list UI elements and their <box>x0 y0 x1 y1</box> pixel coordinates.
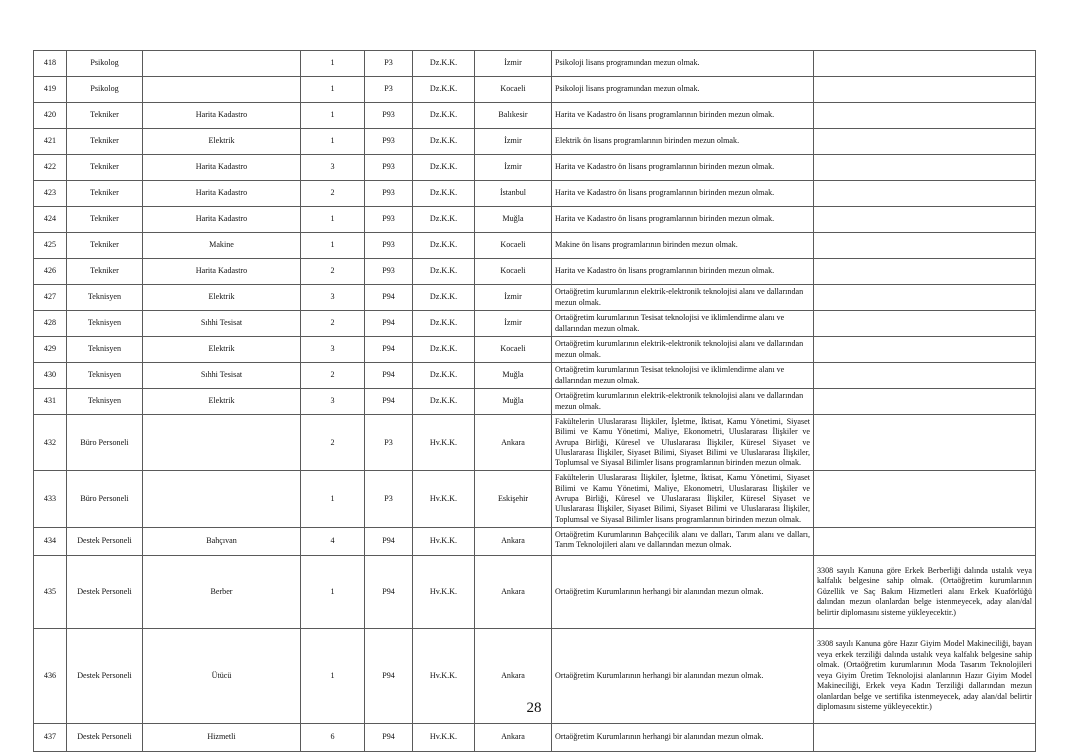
cell-aciklama: Ortaöğretim Kurumlarının Bahçecilik alanı ve dalları, Tarım alanı ve dalları, Tarım Teknolojileri alanı ve dallarından mezun olmak. <box>552 527 814 555</box>
cell-kpss: P93 <box>365 155 413 181</box>
cell-il: Kocaeli <box>475 259 552 285</box>
cell-aciklama: Ortaöğretim kurumlarının elektrik-elektronik teknolojisi alanı ve dallarından mezun olmak. <box>552 389 814 415</box>
table-row <box>34 77 1036 103</box>
cell-kpss: P94 <box>365 363 413 389</box>
cell-kuvvet: Dz.K.K. <box>413 207 475 233</box>
cell-ozel-sartlar <box>814 51 1036 77</box>
cell-kpss: P94 <box>365 389 413 415</box>
cell-sira-no: 430 <box>34 363 67 389</box>
cell-sira-no: 433 <box>34 471 67 527</box>
cell-adet: 1 <box>301 77 365 103</box>
table-row <box>34 389 1036 415</box>
cell-aciklama: Fakültelerin Uluslararası İlişkiler, İşletme, İktisat, Kamu Yönetimi, Siyaset Bilimi ve Kamu Yönetimi, Maliye, Ekonometri, Uluslararası İlişkiler ve Avrupa Birliği, Küresel ve Uluslararası İlişkiler, Küresel Siyaset ve Uluslararası İlişkiler, Siyaset Bilimi, Siyaset Bilimi ve Uluslararası İlişkiler, Toplumsal ve Siyasal Bilimler lisans programlarının birinden mezun olmak. <box>552 471 814 527</box>
cell-kpss: P93 <box>365 129 413 155</box>
cell-ozel-sartlar: 3308 sayılı Kanuna göre Hazır Giyim Model Makineciliği, bayan veya erkek terziliği dalında ustalık veya kalfalık belgesine sahip olmak. (Ortaöğretim kurumlarının Moda Tasarım Teknolojileri veya Giyim Üretim Teknolojisi alanlarının Hazır Giyim Model Makineciliği, Erkek veya Kadın Terziliği dallarından mezun olanlardan belge ve sertifika istenmeyecek, aday alan/dal belirtir diplomasını sisteme yükleyecektir.) <box>814 628 1036 723</box>
cell-il: Balıkesir <box>475 103 552 129</box>
cell-ozel-sartlar <box>814 233 1036 259</box>
cell-adet: 1 <box>301 471 365 527</box>
cell-adet: 3 <box>301 337 365 363</box>
cell-unvan: Tekniker <box>67 259 143 285</box>
cell-aciklama: Psikoloji lisans programından mezun olmak. <box>552 51 814 77</box>
cell-aciklama: Makine ön lisans programlarının birinden mezun olmak. <box>552 233 814 259</box>
cell-aciklama: Harita ve Kadastro ön lisans programlarının birinden mezun olmak. <box>552 155 814 181</box>
cell-kuvvet: Dz.K.K. <box>413 103 475 129</box>
cell-aciklama: Elektrik ön lisans programlarının birinden mezun olmak. <box>552 129 814 155</box>
cell-brans: Elektrik <box>143 337 301 363</box>
cell-sira-no: 436 <box>34 628 67 723</box>
cell-unvan: Büro Personeli <box>67 415 143 471</box>
cell-brans: Harita Kadastro <box>143 207 301 233</box>
cell-unvan: Tekniker <box>67 129 143 155</box>
personnel-listing-table <box>33 50 1036 752</box>
cell-ozel-sartlar <box>814 311 1036 337</box>
cell-kuvvet: Hv.K.K. <box>413 555 475 628</box>
cell-il: Kocaeli <box>475 233 552 259</box>
cell-kpss: P93 <box>365 181 413 207</box>
cell-kpss: P93 <box>365 233 413 259</box>
cell-unvan: Teknisyen <box>67 363 143 389</box>
cell-sira-no: 422 <box>34 155 67 181</box>
cell-ozel-sartlar <box>814 103 1036 129</box>
cell-kpss: P93 <box>365 259 413 285</box>
cell-il: İzmir <box>475 311 552 337</box>
cell-brans: Ütücü <box>143 628 301 723</box>
cell-kuvvet: Dz.K.K. <box>413 129 475 155</box>
cell-kuvvet: Dz.K.K. <box>413 389 475 415</box>
cell-adet: 6 <box>301 723 365 751</box>
cell-sira-no: 424 <box>34 207 67 233</box>
cell-kpss: P94 <box>365 337 413 363</box>
cell-ozel-sartlar <box>814 527 1036 555</box>
cell-ozel-sartlar <box>814 155 1036 181</box>
cell-brans: Elektrik <box>143 285 301 311</box>
cell-kuvvet: Hv.K.K. <box>413 628 475 723</box>
cell-sira-no: 419 <box>34 77 67 103</box>
table-row <box>34 311 1036 337</box>
cell-adet: 3 <box>301 285 365 311</box>
table-row <box>34 129 1036 155</box>
table-row <box>34 363 1036 389</box>
cell-unvan: Psikolog <box>67 77 143 103</box>
cell-ozel-sartlar <box>814 285 1036 311</box>
cell-kuvvet: Dz.K.K. <box>413 363 475 389</box>
cell-kuvvet: Hv.K.K. <box>413 471 475 527</box>
cell-kpss: P94 <box>365 527 413 555</box>
cell-adet: 2 <box>301 259 365 285</box>
table-row <box>34 51 1036 77</box>
cell-sira-no: 435 <box>34 555 67 628</box>
cell-adet: 3 <box>301 155 365 181</box>
cell-brans: Sıhhi Tesisat <box>143 363 301 389</box>
cell-il: Ankara <box>475 628 552 723</box>
cell-unvan: Teknisyen <box>67 337 143 363</box>
cell-ozel-sartlar <box>814 337 1036 363</box>
cell-il: İzmir <box>475 51 552 77</box>
cell-aciklama: Ortaöğretim kurumlarının Tesisat teknolojisi ve iklimlendirme alanı ve dallarından mezun olmak. <box>552 311 814 337</box>
cell-aciklama: Ortaöğretim Kurumlarının herhangi bir alanından mezun olmak. <box>552 628 814 723</box>
cell-adet: 4 <box>301 527 365 555</box>
cell-sira-no: 420 <box>34 103 67 129</box>
cell-adet: 1 <box>301 233 365 259</box>
cell-brans: Elektrik <box>143 129 301 155</box>
cell-sira-no: 431 <box>34 389 67 415</box>
cell-kpss: P3 <box>365 51 413 77</box>
cell-aciklama: Ortaöğretim kurumlarının elektrik-elektronik teknolojisi alanı ve dallarından mezun olmak. <box>552 337 814 363</box>
cell-sira-no: 425 <box>34 233 67 259</box>
cell-aciklama: Harita ve Kadastro ön lisans programlarının birinden mezun olmak. <box>552 259 814 285</box>
cell-kuvvet: Dz.K.K. <box>413 77 475 103</box>
cell-kpss: P93 <box>365 207 413 233</box>
cell-brans: Hizmetli <box>143 723 301 751</box>
cell-sira-no: 429 <box>34 337 67 363</box>
cell-brans: Harita Kadastro <box>143 155 301 181</box>
cell-kuvvet: Dz.K.K. <box>413 311 475 337</box>
cell-ozel-sartlar <box>814 77 1036 103</box>
cell-kpss: P3 <box>365 471 413 527</box>
cell-kpss: P93 <box>365 103 413 129</box>
cell-ozel-sartlar <box>814 471 1036 527</box>
cell-adet: 2 <box>301 311 365 337</box>
cell-sira-no: 418 <box>34 51 67 77</box>
cell-ozel-sartlar <box>814 723 1036 751</box>
cell-sira-no: 426 <box>34 259 67 285</box>
cell-il: Kocaeli <box>475 337 552 363</box>
cell-brans: Harita Kadastro <box>143 259 301 285</box>
cell-aciklama: Fakültelerin Uluslararası İlişkiler, İşletme, İktisat, Kamu Yönetimi, Siyaset Bilimi ve Kamu Yönetimi, Maliye, Ekonometri, Uluslararası İlişkiler ve Avrupa Birliği, Küresel ve Uluslararası İlişkiler, Küresel Siyaset ve Uluslararası İlişkiler, Siyaset Bilimi, Siyaset Bilimi ve Uluslararası İlişkiler, Toplumsal ve Siyasal Bilimler lisans programlarının birinden mezun olmak. <box>552 415 814 471</box>
cell-il: Muğla <box>475 207 552 233</box>
cell-il: İzmir <box>475 155 552 181</box>
cell-sira-no: 428 <box>34 311 67 337</box>
cell-unvan: Teknisyen <box>67 389 143 415</box>
cell-il: İstanbul <box>475 181 552 207</box>
cell-kuvvet: Hv.K.K. <box>413 527 475 555</box>
cell-aciklama: Ortaöğretim Kurumlarının herhangi bir alanından mezun olmak. <box>552 723 814 751</box>
cell-il: İzmir <box>475 129 552 155</box>
cell-kuvvet: Dz.K.K. <box>413 155 475 181</box>
cell-brans: Makine <box>143 233 301 259</box>
table-row <box>34 415 1036 471</box>
table-row <box>34 471 1036 527</box>
cell-unvan: Tekniker <box>67 207 143 233</box>
cell-unvan: Büro Personeli <box>67 471 143 527</box>
cell-ozel-sartlar <box>814 207 1036 233</box>
cell-adet: 2 <box>301 181 365 207</box>
cell-sira-no: 427 <box>34 285 67 311</box>
cell-il: Ankara <box>475 723 552 751</box>
cell-aciklama: Psikoloji lisans programından mezun olmak. <box>552 77 814 103</box>
cell-kuvvet: Hv.K.K. <box>413 415 475 471</box>
cell-brans: Sıhhi Tesisat <box>143 311 301 337</box>
cell-adet: 2 <box>301 363 365 389</box>
cell-kuvvet: Hv.K.K. <box>413 723 475 751</box>
table-row <box>34 555 1036 628</box>
cell-unvan: Destek Personeli <box>67 527 143 555</box>
table-row <box>34 723 1036 751</box>
cell-brans <box>143 51 301 77</box>
table-row <box>34 337 1036 363</box>
cell-ozel-sartlar <box>814 181 1036 207</box>
cell-sira-no: 432 <box>34 415 67 471</box>
cell-adet: 1 <box>301 51 365 77</box>
cell-il: Ankara <box>475 415 552 471</box>
page-number: 28 <box>526 700 542 716</box>
cell-il: Muğla <box>475 363 552 389</box>
cell-il: Ankara <box>475 527 552 555</box>
table-row <box>34 259 1036 285</box>
cell-unvan: Destek Personeli <box>67 628 143 723</box>
cell-adet: 2 <box>301 415 365 471</box>
cell-unvan: Tekniker <box>67 181 143 207</box>
cell-adet: 1 <box>301 628 365 723</box>
cell-il: Ankara <box>475 555 552 628</box>
cell-sira-no: 421 <box>34 129 67 155</box>
cell-kuvvet: Dz.K.K. <box>413 181 475 207</box>
cell-aciklama: Ortaöğretim kurumlarının elektrik-elektronik teknolojisi alanı ve dallarından mezun olmak. <box>552 285 814 311</box>
cell-il: Muğla <box>475 389 552 415</box>
cell-brans <box>143 77 301 103</box>
cell-unvan: Psikolog <box>67 51 143 77</box>
cell-sira-no: 437 <box>34 723 67 751</box>
cell-unvan: Destek Personeli <box>67 723 143 751</box>
cell-ozel-sartlar: 3308 sayılı Kanuna göre Erkek Berberliği dalında ustalık veya kalfalık belgesine sahip olmak. (Ortaöğretim kurumlarının Güzellik ve Saç Bakım Hizmetleri alanı Erkek Kuaförlüğü dalından mezun olanlardan belge istenmeyecek, aday alan/dal belirtir diplomasını sisteme yükleyecektir.) <box>814 555 1036 628</box>
cell-sira-no: 423 <box>34 181 67 207</box>
cell-kuvvet: Dz.K.K. <box>413 285 475 311</box>
personnel-listing-table-wrapper <box>33 50 1035 752</box>
cell-adet: 1 <box>301 129 365 155</box>
cell-brans: Berber <box>143 555 301 628</box>
cell-aciklama: Harita ve Kadastro ön lisans programlarının birinden mezun olmak. <box>552 181 814 207</box>
cell-kpss: P3 <box>365 77 413 103</box>
table-body <box>34 51 1036 752</box>
cell-ozel-sartlar <box>814 389 1036 415</box>
cell-kpss: P3 <box>365 415 413 471</box>
cell-kuvvet: Dz.K.K. <box>413 259 475 285</box>
cell-brans: Harita Kadastro <box>143 181 301 207</box>
cell-adet: 1 <box>301 555 365 628</box>
table-row <box>34 103 1036 129</box>
cell-kpss: P94 <box>365 723 413 751</box>
cell-brans: Elektrik <box>143 389 301 415</box>
cell-aciklama: Harita ve Kadastro ön lisans programlarının birinden mezun olmak. <box>552 103 814 129</box>
cell-adet: 1 <box>301 207 365 233</box>
cell-kuvvet: Dz.K.K. <box>413 233 475 259</box>
cell-brans: Bahçıvan <box>143 527 301 555</box>
cell-il: Eskişehir <box>475 471 552 527</box>
cell-unvan: Destek Personeli <box>67 555 143 628</box>
cell-unvan: Teknisyen <box>67 311 143 337</box>
cell-sira-no: 434 <box>34 527 67 555</box>
cell-brans <box>143 471 301 527</box>
table-row <box>34 285 1036 311</box>
cell-unvan: Teknisyen <box>67 285 143 311</box>
cell-brans: Harita Kadastro <box>143 103 301 129</box>
cell-adet: 1 <box>301 103 365 129</box>
table-row <box>34 181 1036 207</box>
cell-ozel-sartlar <box>814 259 1036 285</box>
cell-unvan: Tekniker <box>67 103 143 129</box>
table-row <box>34 527 1036 555</box>
cell-il: İzmir <box>475 285 552 311</box>
cell-unvan: Tekniker <box>67 155 143 181</box>
table-row <box>34 207 1036 233</box>
cell-kpss: P94 <box>365 555 413 628</box>
cell-aciklama: Harita ve Kadastro ön lisans programlarının birinden mezun olmak. <box>552 207 814 233</box>
cell-adet: 3 <box>301 389 365 415</box>
cell-kpss: P94 <box>365 311 413 337</box>
cell-kpss: P94 <box>365 628 413 723</box>
cell-kpss: P94 <box>365 285 413 311</box>
cell-kuvvet: Dz.K.K. <box>413 51 475 77</box>
cell-ozel-sartlar <box>814 363 1036 389</box>
cell-ozel-sartlar <box>814 415 1036 471</box>
cell-kuvvet: Dz.K.K. <box>413 337 475 363</box>
table-row <box>34 155 1036 181</box>
cell-il: Kocaeli <box>475 77 552 103</box>
cell-unvan: Tekniker <box>67 233 143 259</box>
table-row <box>34 233 1036 259</box>
cell-aciklama: Ortaöğretim kurumlarının Tesisat teknolojisi ve iklimlendirme alanı ve dallarından mezun olmak. <box>552 363 814 389</box>
cell-ozel-sartlar <box>814 129 1036 155</box>
cell-brans <box>143 415 301 471</box>
cell-aciklama: Ortaöğretim Kurumlarının herhangi bir alanından mezun olmak. <box>552 555 814 628</box>
